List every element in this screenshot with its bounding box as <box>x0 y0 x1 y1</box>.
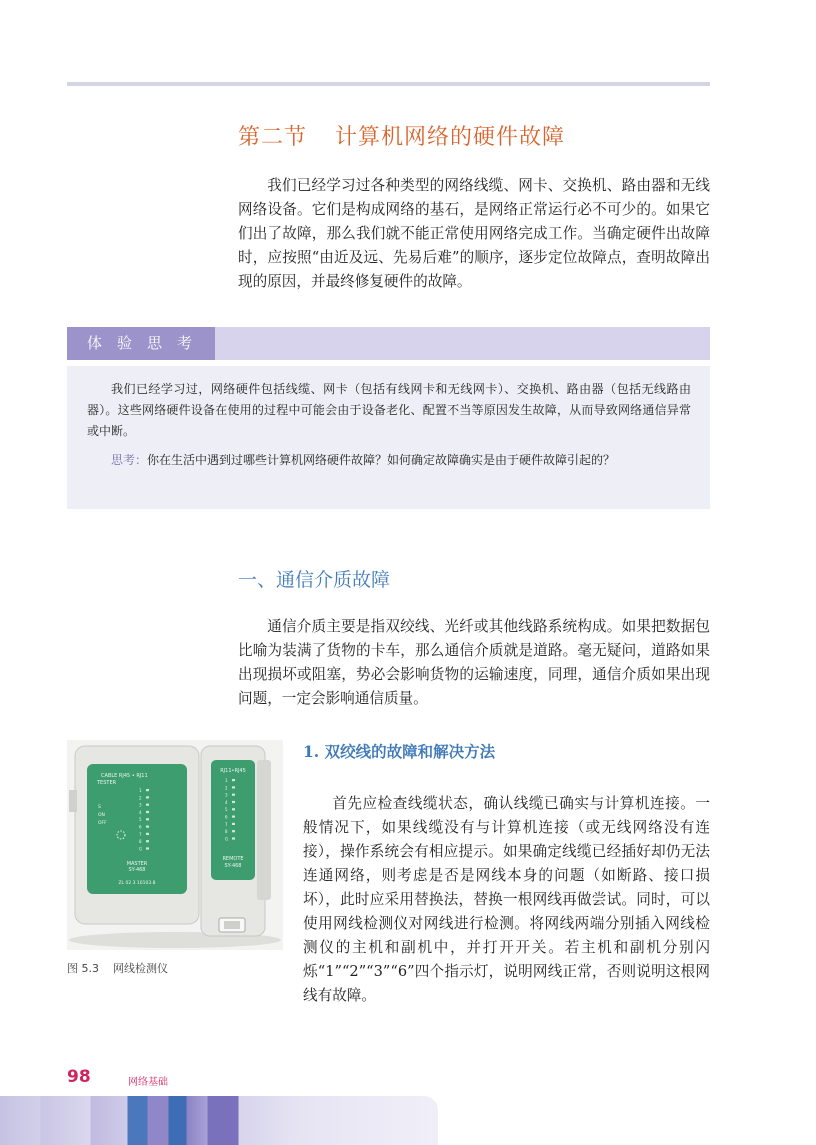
remote-led-number: 5 <box>225 807 228 813</box>
master-led-number: 1 <box>139 788 142 793</box>
remote-led-number: 4 <box>225 799 228 805</box>
master-led-indicator <box>146 818 149 820</box>
master-led-indicator <box>146 796 149 798</box>
remote-led-indicator <box>232 808 235 810</box>
think-label: 思考： <box>111 453 148 467</box>
section-title <box>238 120 565 151</box>
think-text: 你在生活中遇到过哪些计算机网络硬件故障？如何确定故障确实是由于硬件故障引起的？ <box>147 453 616 467</box>
remote-led-indicator <box>232 779 235 781</box>
master-led-number: 7 <box>139 831 142 837</box>
cable-tester-photo <box>67 740 283 950</box>
remote-led-number: 7 <box>225 821 228 827</box>
remote-led-indicator <box>232 816 235 818</box>
remote-led-number: 1 <box>225 778 228 783</box>
experience-box-header <box>67 327 710 360</box>
master-led-indicator <box>146 847 149 849</box>
remote-led-indicator <box>232 801 235 803</box>
remote-led-indicator <box>232 786 235 788</box>
footer-decoration-band <box>0 1096 438 1145</box>
master-led-indicator <box>146 811 149 813</box>
experience-box-tab: 体验思考 <box>67 327 215 360</box>
master-led-number: G <box>139 846 143 852</box>
media-paragraph: 通信介质主要是指双绞线、光纤或其他线路系统构成。如果把数据包比喻为装满了货物的卡车，那么通信介质就是道路。毫无疑问，道路如果出现损坏或阻塞，势必会影响货物的运输速度，同理，通信介质如果出现问题，一定会影响通信质量。 <box>238 618 710 707</box>
twisted-pair-paragraph: 首先应检查线缆状态，确认线缆已确实与计算机连接。一般情况下，如果线缆没有与计算机连接（或无线网络没有连接），操作系统会有相应提示。如果确定线缆已经插好却仍无法连通网络，则考虑是否是网线本身的问题（如断路、接口损坏），此时应采用替换法，替换一根网线再做尝试。同时，可以使用网线检测仪对网线进行检测。将网线两端分别插入网线检测仪的主机和副机中，并打开开关。若主机和副机分别闪烁“1”“2”“3”“6”四个指示灯，说明网线正常，否则说明这根网线有故障。 <box>303 795 710 1004</box>
switch-label-s: S <box>98 805 101 810</box>
figure-caption-text: 网线检测仪 <box>113 962 168 975</box>
master-led-indicator <box>146 804 149 806</box>
think-question <box>87 450 691 471</box>
remote-led-number: 8 <box>225 829 228 835</box>
experience-box-text: 我们已经学习过，网络硬件包括线缆、网卡（包括有线网卡和无线网卡）、交换机、路由器（包括无线路由器）。这些网络硬件设备在使用的过程中可能会由于设备老化、配置不当等原因发生故障，从而导致网络通信异常或中断。 <box>87 382 691 438</box>
twisted-pair-heading: 1. 双绞线的故障和解决方法 <box>303 742 496 761</box>
experience-box <box>67 366 710 509</box>
book-title: 网络基础 <box>128 1077 168 1088</box>
master-led-number: 2 <box>139 795 142 801</box>
figure-caption <box>67 960 168 976</box>
remote-led-indicator <box>232 794 235 796</box>
top-rule <box>67 82 710 86</box>
master-led-indicator <box>146 826 149 828</box>
remote-model-label: SY-468 <box>224 863 242 869</box>
cable-tester-illustration <box>67 740 283 950</box>
master-header-label-2: TESTER <box>97 780 117 786</box>
subsection-title: 一、通信介质故障 <box>238 569 391 591</box>
master-led-number: 3 <box>139 802 142 808</box>
master-code-label: ZL 02 3 10103.8 <box>118 881 156 886</box>
master-model-label: SY-468 <box>128 867 146 873</box>
remote-led-number: G <box>225 836 229 842</box>
remote-led-number: 2 <box>225 785 228 791</box>
remote-led-indicator <box>232 823 235 825</box>
master-led-number: 8 <box>139 839 142 845</box>
master-led-indicator <box>146 840 149 842</box>
master-led-number: 5 <box>139 817 142 823</box>
master-led-number: 6 <box>139 824 142 830</box>
master-led-indicator <box>146 789 149 791</box>
switch-label-on: ON <box>98 813 105 818</box>
remote-led-number: 3 <box>225 792 228 798</box>
figure-label: 图 5.3 <box>67 962 99 975</box>
master-led-number: 4 <box>139 809 142 815</box>
section-number: 第二节 <box>238 125 308 150</box>
page-number: 98 <box>67 1067 91 1087</box>
remote-name-label: REMOTE <box>222 856 244 862</box>
remote-led-indicator <box>232 830 235 832</box>
master-name-label: MASTER <box>126 861 148 867</box>
master-header-label: CABLE RJ45 • RJ11 <box>101 773 148 779</box>
remote-header-label: RJ11•RJ45 <box>220 768 246 774</box>
master-led-indicator <box>146 833 149 835</box>
switch-label-off: OFF <box>98 821 107 826</box>
section-name: 计算机网络的硬件故障 <box>335 125 566 150</box>
intro-paragraph: 我们已经学习过各种类型的网络线缆、网卡、交换机、路由器和无线网络设备。它们是构成网络的基石，是网络正常运行必不可少的。如果它们出了故障，那么我们就不能正常使用网络完成工作。当确定硬件出故障时，应按照“由近及远、先易后难”的顺序，逐步定位故障点，查明故障出现的原因，并最终修复硬件的故障。 <box>238 177 710 290</box>
remote-led-number: 6 <box>225 814 228 820</box>
remote-led-indicator <box>232 837 235 839</box>
